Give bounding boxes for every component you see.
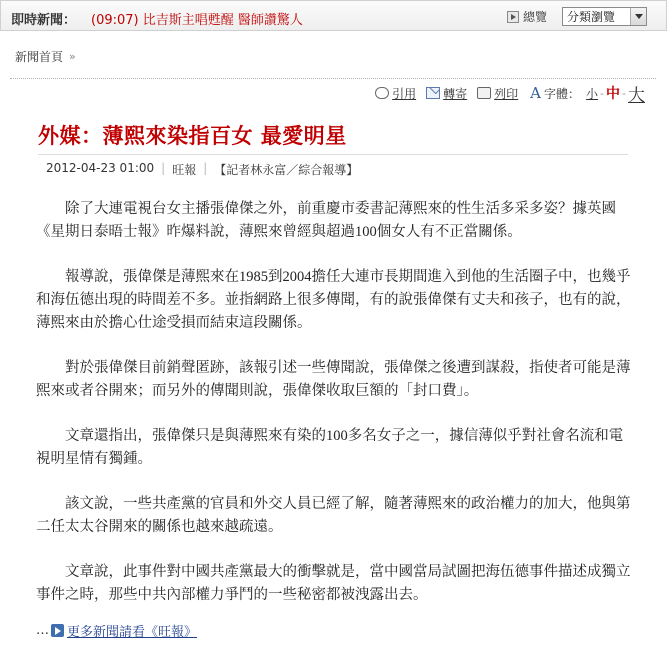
breaking-news-headline[interactable]: (09:07) 比吉斯主唱甦醒 醫師讚驚人 [91,13,303,28]
font-size-large-button[interactable]: 大 [628,85,645,106]
title-divider [38,154,628,155]
print-label: 列印 [494,86,519,101]
overview-label: 總覽 [523,10,548,24]
forward-label: 轉寄 [443,86,468,101]
article-byline: 【記者林永富／綜合報導】 [214,163,359,177]
breadcrumb-separator: » [69,50,76,63]
font-size-medium-button[interactable]: 中 [606,86,621,102]
article-paragraph: 對於張偉傑目前銷聲匿跡，該報引述一些傳聞說，張偉傑之後遭到謀殺，指使者可能是薄熙來或者谷開來；而另外的傳聞則說，張偉傑收取巨額的「封口費」。 [36,360,631,399]
article-paragraph: 除了大連電視台女主播張偉傑之外，前重慶市委書記薄熙來的性生活多采多姿？據英國《星期日泰晤士報》昨爆料說，薄熙來曾經與超過100個女人有不正當關係。 [36,201,616,240]
divider [10,78,656,79]
category-select-value: 分類瀏覽 [567,10,616,24]
arrow-right-icon [51,624,64,637]
article-title: 外媒：薄熙來染指百女 最愛明星 [38,123,347,148]
font-size-separator: - [600,86,605,100]
printer-icon [477,87,491,99]
font-size-label: 字體： [544,86,581,101]
meta-separator: | [161,161,166,175]
mail-icon [426,87,440,99]
meta-separator: | [203,161,208,175]
category-browse-select[interactable] [562,7,647,26]
quote-button[interactable] [375,85,416,102]
quote-label: 引用 [392,86,417,101]
print-button[interactable] [477,85,518,102]
play-square-icon [507,11,519,23]
overview-button[interactable] [507,8,547,25]
ellipsis: … [36,623,49,638]
breadcrumb [15,48,76,65]
article-date: 2012-04-23 01:00 [46,161,155,175]
quote-icon [375,87,389,99]
article-meta [46,161,358,178]
more-news-link[interactable]: 更多新聞請看《旺報》 [67,625,198,640]
font-size-icon: A [530,84,541,102]
article-paragraph: 文章說，此事件對中國共產黨最大的衝擊就是，當中國當局試圖把海伍德事件描述成獨立事件之時，那些中共內部權力爭鬥的一些秘密都被洩露出去。 [36,564,631,603]
forward-button[interactable] [426,85,467,102]
chevron-down-icon [630,8,646,25]
article-body [36,198,634,629]
font-size-small-button[interactable]: 小 [586,86,599,101]
article-toolbar [365,82,647,104]
font-size-separator: - [622,86,626,100]
breaking-news-label: 即時新聞： [11,13,77,28]
article-source: 旺報 [172,163,197,177]
breaking-news-bar [0,0,667,31]
article-paragraph: 該文說，一些共產黨的官員和外交人員已經了解，隨著薄熙來的政治權力的加大，他與第二任太太谷開來的關係也越來越疏遠。 [36,496,631,535]
font-size-control [530,81,647,106]
article-paragraph: 文章還指出，張偉傑只是與薄熙來有染的100多名女子之一，據信薄似乎對社會名流和電視明星情有獨鍾。 [36,428,624,467]
article-paragraph: 報導說，張偉傑是薄熙來在1985到2004擔任大連市長期間進入到他的生活圈子中，也幾乎和海伍德出現的時間差不多。並指網路上很多傳聞，有的說張偉傑有丈夫和孩子，也有的說，薄熙來由於擔心仕途受損而結束這段關係。 [36,269,631,331]
breadcrumb-home-link[interactable]: 新聞首頁 [15,50,64,64]
more-news-row [36,621,197,640]
